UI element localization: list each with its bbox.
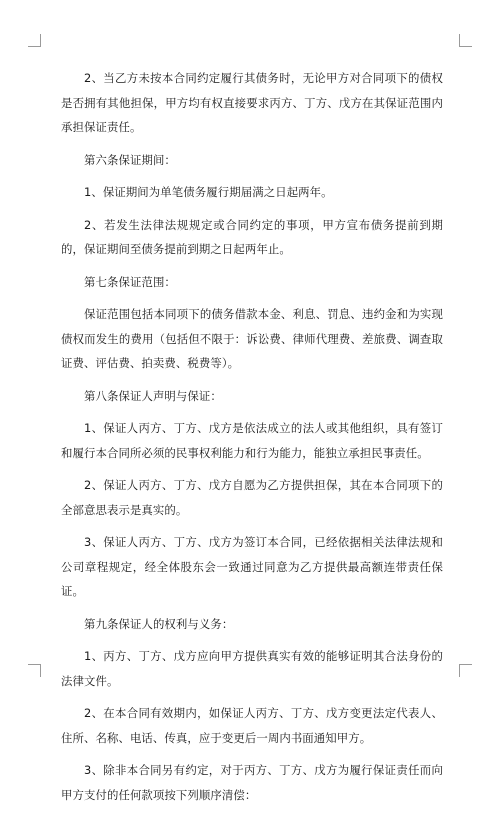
paragraph-guarantee-liability-2: 2、当乙方未按本合同约定履行其债务时，无论甲方对合同项下的债权是否拥有其他担保，甲方均有权直接要求丙方、丁方、戊方在其保证范围内承担保证责任。: [61, 71, 443, 134]
crop-mark-bottom-left: [28, 664, 41, 677]
paragraph-rights-obligations-3: 3、除非本合同另有约定，对于丙方、丁方、戊方为履行保证责任而向甲方支付的任何款项按下列顺序清偿：: [61, 763, 443, 802]
crop-mark-top-left: [28, 34, 41, 47]
paragraph-rights-obligations-2: 2、在本合同有效期内，如保证人丙方、丁方、戊方变更法定代表人、住所、名称、电话、传真，应于变更后一周内书面通知甲方。: [61, 706, 443, 745]
paragraph-guarantee-period-2: 2、若发生法律法规规定或合同约定的事项，甲方宣布债务提前到期的，保证期间至债务提前到期之日起两年止。: [61, 217, 443, 256]
paragraph-rights-obligations-1: 1、丙方、丁方、戊方应向甲方提供真实有效的能够证明其合法身份的法律文件。: [61, 649, 443, 688]
crop-mark-top-right: [459, 34, 472, 47]
heading-article-7: 第七条保证范围：: [84, 274, 176, 289]
paragraph-guarantee-period-1: 1、保证期间为单笔债务履行期届满之日起两年。: [84, 185, 333, 199]
paragraph-declaration-1: 1、保证人丙方、丁方、戊方是依法成立的法人或其他组织，具有签订和履行本合同所必须的民事权利能力和行为能力，能独立承担民事责任。: [61, 421, 443, 460]
paragraph-declaration-2: 2、保证人丙方、丁方、戊方自愿为乙方提供担保，其在本合同项下的全部意思表示是真实的。: [61, 478, 443, 517]
paragraph-guarantee-scope: 保证范围包括本同项下的债务借款本金、利息、罚息、违约金和为实现债权而发生的费用（包括但不限于：诉讼费、律师代理费、差旅费、调查取证费、评估费、拍卖费、税费等）。: [61, 307, 443, 370]
heading-article-6: 第六条保证期间：: [84, 152, 176, 167]
heading-article-9: 第九条保证人的权利与义务：: [84, 616, 234, 631]
heading-article-8: 第八条保证人声明与保证：: [84, 388, 222, 403]
document-body: [61, 66, 443, 815]
crop-mark-bottom-right: [459, 664, 472, 677]
paragraph-declaration-3: 3、保证人丙方、丁方、戊方为签订本合同，已经依据相关法律法规和公司章程规定，经全体股东会一致通过同意为乙方提供最高额连带责任保证。: [61, 535, 443, 598]
